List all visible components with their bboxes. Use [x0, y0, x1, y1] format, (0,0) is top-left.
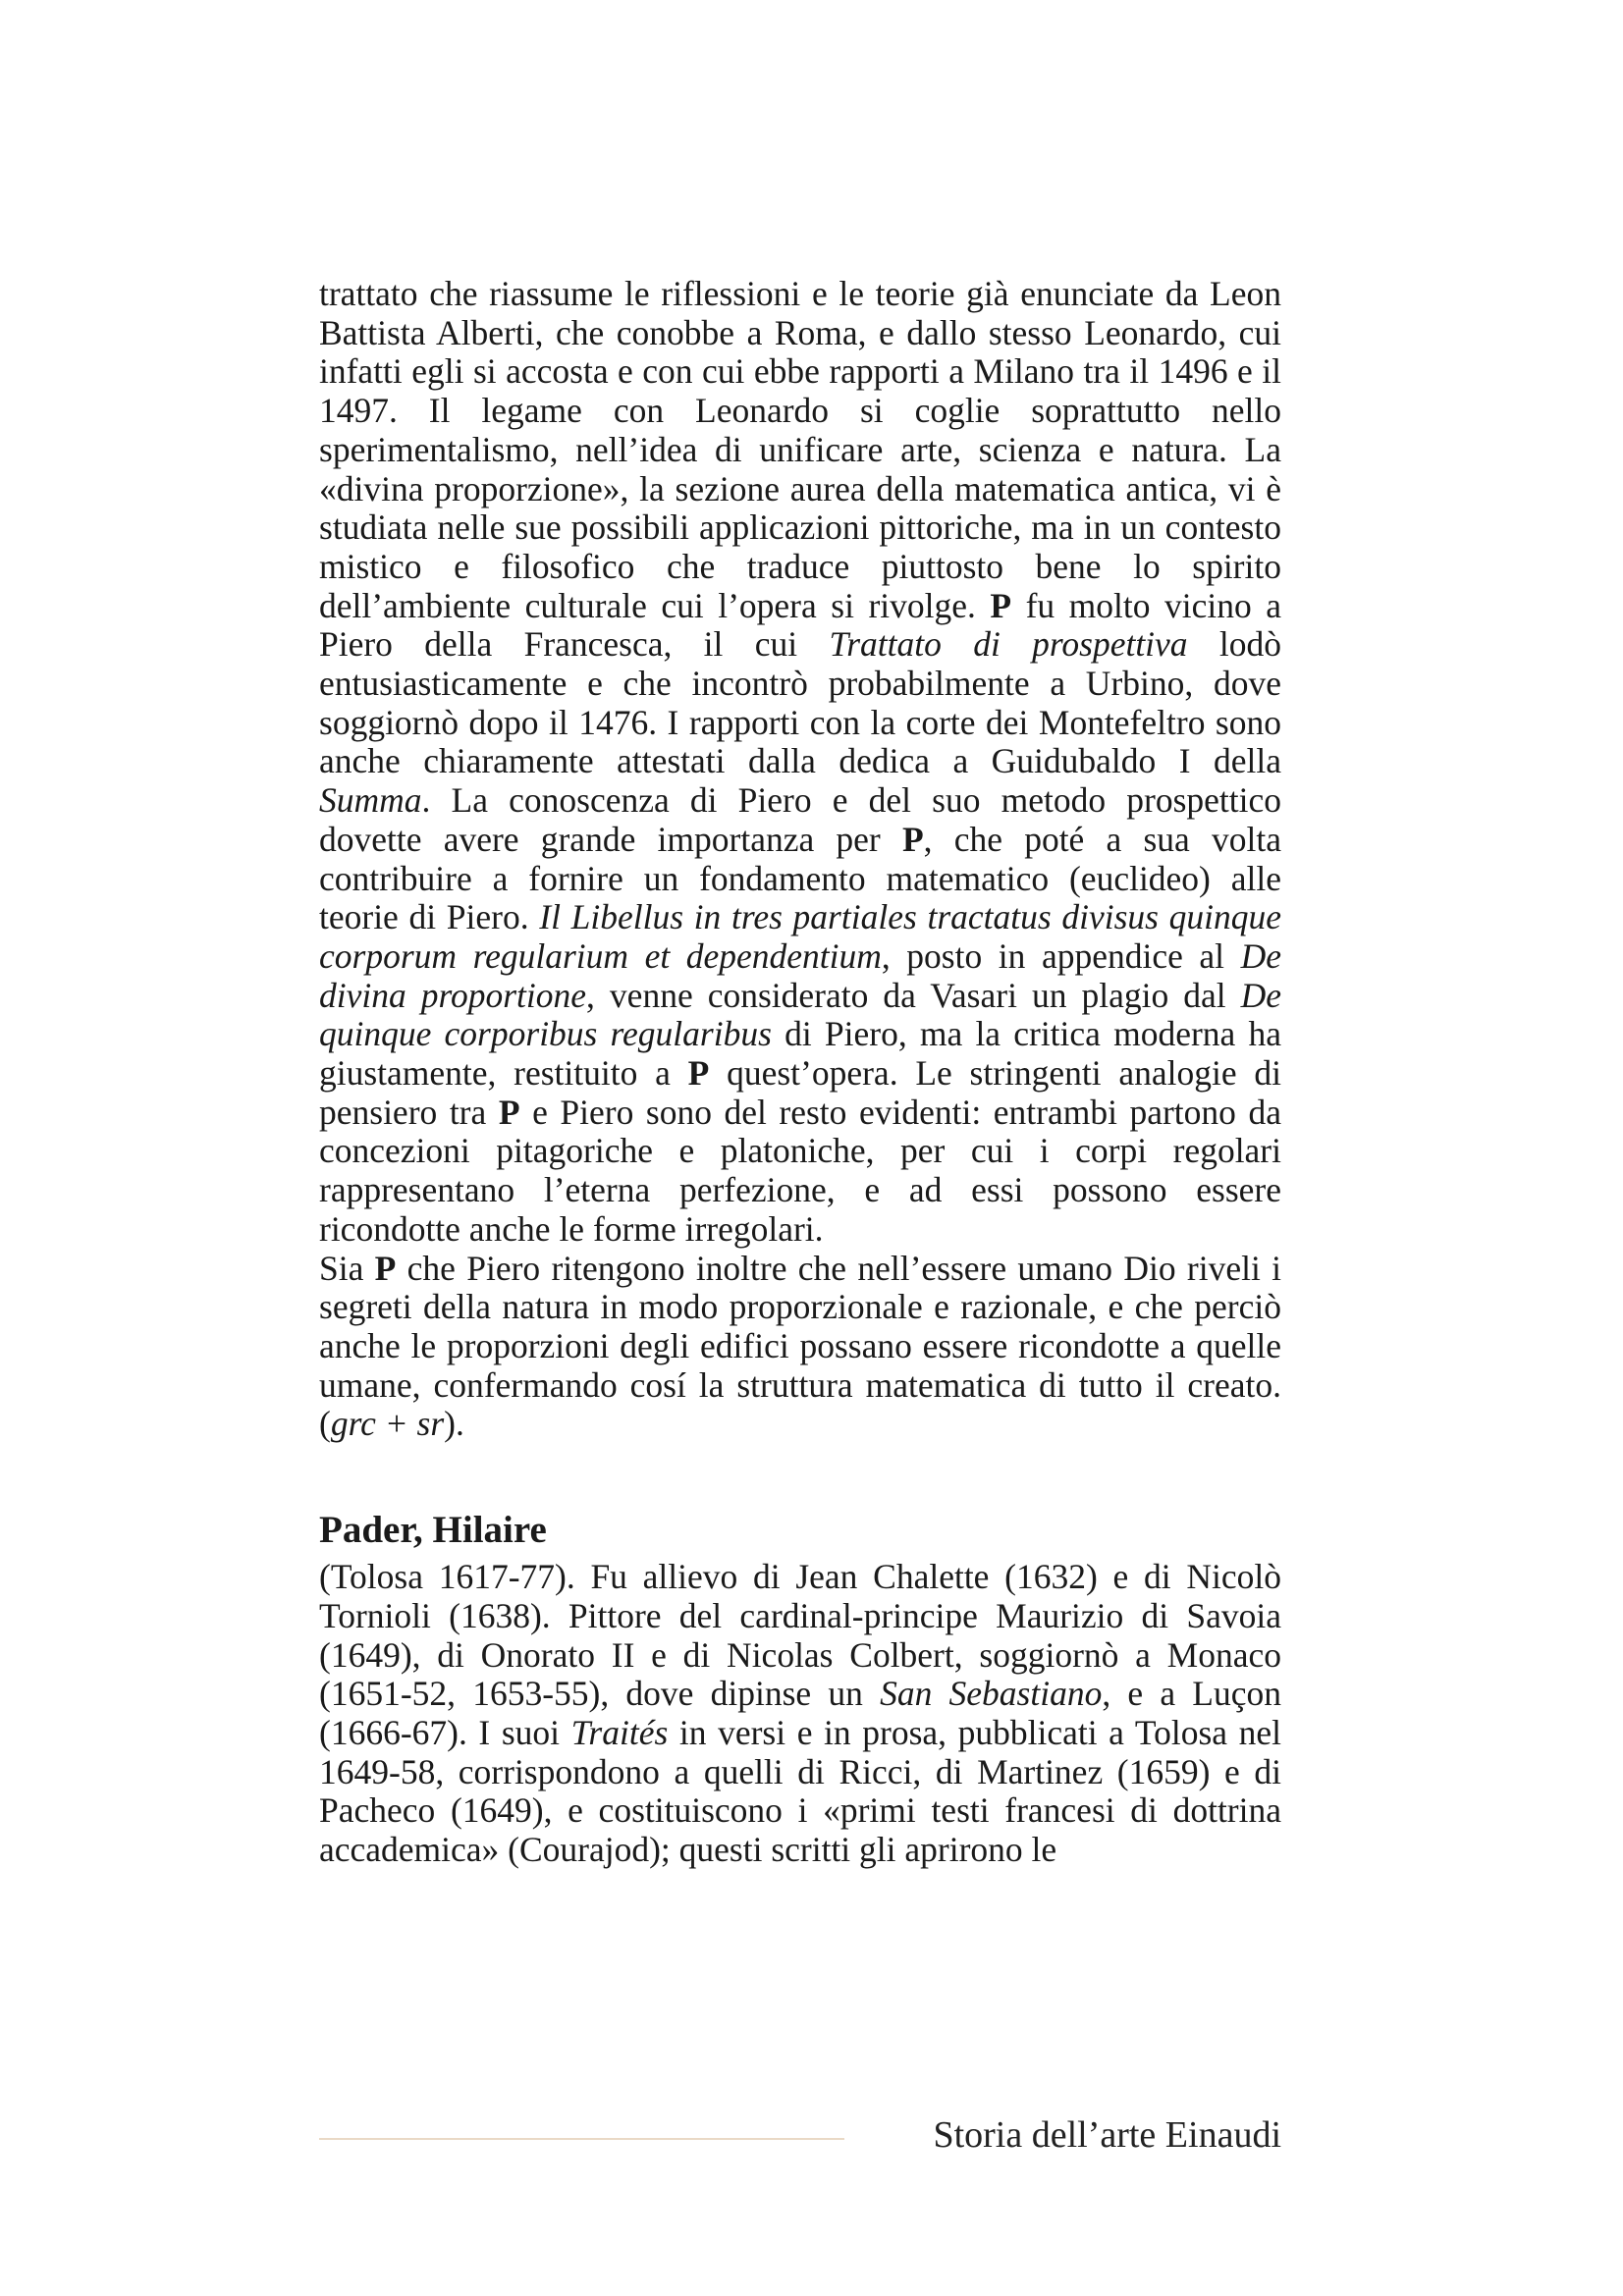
text-run: ). [444, 1404, 464, 1444]
italic-run: San Sebastiano [880, 1674, 1103, 1714]
bold-run: P [901, 819, 924, 859]
bold-run: P [498, 1092, 520, 1132]
text-run: . La conoscenza di Piero e del suo metodo prospettico dovette avere grande importanza per [319, 780, 1281, 859]
text-run: (Tolosa 1617-77). Fu allievo di Jean Chalette (1632) e di Nicolò Tornioli (1638). Pittore del cardinal-principe Maurizio di Savoia (1649), di Onorato II e di Nicolas Colbert, soggiornò a Monaco (1651-52, 1653-55), dove dipinse un [319, 1557, 1281, 1714]
text-run: fu molto vicino a Piero della Francesca, il cui [319, 585, 1282, 665]
italic-run: grc + sr [330, 1404, 445, 1444]
text-run: , venne considerato da Vasari un plagio dal [586, 975, 1241, 1015]
text-run: lodò entusiasticamente e che incontrò probabilmente a Urbino, dove soggiornò dopo il 1476. I rapporti con la corte dei Montefeltro sono anche chiaramente attestati dalla dedica a Guidubaldo I della [319, 624, 1281, 781]
text-run: di Piero, ma la critica moderna ha giustamente, restituito a [319, 1014, 1281, 1094]
text-run: , posto in appendice al [881, 935, 1241, 976]
paragraph-pader-entry [319, 1558, 1281, 1870]
paragraph-pacioli-continued [319, 275, 1281, 1250]
paragraph-pacioli-conclusion [319, 1250, 1281, 1445]
footer-title: Storia dell’arte Einaudi [933, 2114, 1281, 2156]
text-run: quest’opera. Le stringenti analogie di pensiero tra [319, 1053, 1281, 1132]
italic-run: De divina proportione [319, 935, 1281, 1015]
italic-run: Summa [319, 780, 422, 821]
footer-rule [319, 2138, 844, 2140]
text-run: , che poté a sua volta contribuire a fornire un fondamento matematico (euclideo) alle teorie di Piero. [319, 819, 1281, 937]
bold-run: P [990, 585, 1012, 625]
bold-run: P [687, 1053, 710, 1094]
text-column [319, 275, 1281, 1870]
italic-run: Il Libellus in tres partiales tractatus divisus quinque corporum regularium et dependentium [319, 897, 1282, 976]
text-run: che Piero ritengono inoltre che nell’essere umano Dio riveli i segreti della natura in modo proporzionale e razionale, e che perciò anche le proporzioni degli edifici possano essere ricondotte a quelle umane, confermando cosí la struttura matematica di tutto il creato. ( [319, 1248, 1281, 1444]
italic-run: Traités [570, 1712, 669, 1752]
entry-heading: Pader, Hilaire [319, 1509, 547, 1552]
text-run: e Piero sono del resto evidenti: entrambi partono da concezioni pitagoriche e platoniche, per cui i corpi regolari rappresentano l’eterna perfezione, e ad essi possono essere ricondotte anche le forme irregolari. [319, 1092, 1281, 1249]
italic-run: De quinque corporibus regularibus [319, 975, 1281, 1054]
text-run: , e a Luçon (1666-67). I suoi [319, 1674, 1281, 1752]
text-run: in versi e in prosa, pubblicati a Tolosa nel 1649-58, corrispondono a quelli di Ricci, di Martinez (1659) e di Pacheco (1649), e costituiscono i «primi testi francesi di dottrina accademica» (Courajod); questi scritti gli aprirono le [319, 1712, 1282, 1870]
text-run: trattato che riassume le riflessioni e le teorie già enunciate da Leon Battista Alberti, che conobbe a Roma, e dallo stesso Leonardo, cui infatti egli si accosta e con cui ebbe rapporti a Milano tra il 1496 e il 1497. Il legame con Leonardo si coglie soprattutto nello sperimentalismo, nell’idea di unificare arte, scienza e natura. La «divina proporzione», la sezione aurea della matematica antica, vi è studiata nelle sue possibili applicazioni pittoriche, ma in un contesto mistico e filosofico che traduce piuttosto bene lo spirito dell’ambiente culturale cui l’opera si rivolge. [319, 274, 1281, 625]
bold-run: P [374, 1248, 397, 1288]
italic-run: Trattato di prospettiva [829, 624, 1188, 665]
text-run: Sia [319, 1248, 375, 1288]
